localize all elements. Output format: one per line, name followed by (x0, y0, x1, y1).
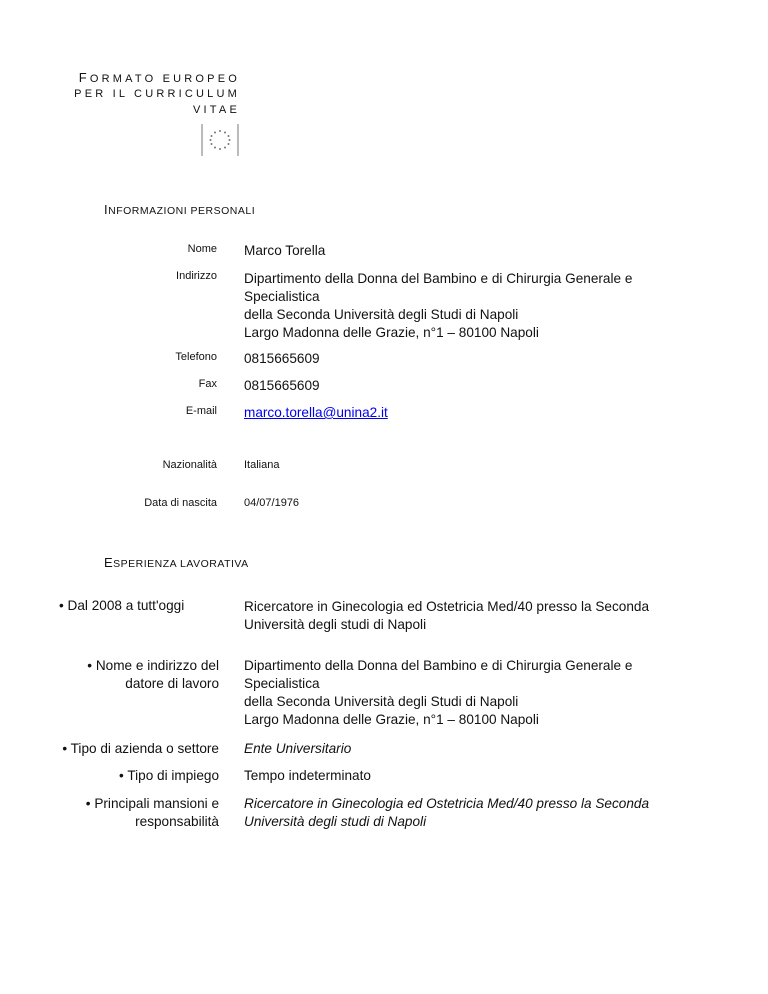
nationality-value: Italiana (244, 459, 280, 471)
job-type-label: • Tipo di impiego (119, 768, 219, 783)
phone-label: Telefono (175, 351, 217, 363)
email-value (244, 404, 664, 422)
address-value: Dipartimento della Donna del Bambino e di Chirurgia Generale e Specialistica della Seconda Università degli Studi di Napoli Largo Madonna delle Grazie, n°1 – 80100 Napoli (244, 271, 633, 340)
name-label: Nome (187, 243, 217, 255)
work-period-description: Ricercatore in Ginecologia ed Ostetricia Med/40 presso la Seconda Università degli studi di Napoli (244, 599, 650, 632)
section-work-experience-heading: ESPERIENZA LAVORATIVA (104, 555, 249, 570)
employer-value: Dipartimento della Donna del Bambino e di Chirurgia Generale e Specialistica della Seconda Università degli Studi di Napoli Largo Madonna delle Grazie, n°1 – 80100 Napoli (244, 658, 633, 727)
sector-label: • Tipo di azienda o settore (62, 741, 219, 756)
birth-date-value: 04/07/1976 (244, 497, 300, 509)
email-label: E-mail (185, 405, 217, 417)
nationality-label: Nazionalità (162, 459, 217, 471)
job-type-value: Tempo indeterminato (244, 768, 371, 783)
work-period: • Dal 2008 a tutt'oggi (59, 598, 185, 613)
sector-value: Ente Universitario (244, 741, 352, 756)
duties-label: • Principali mansioni e responsabilità (85, 796, 219, 829)
cv-format-title-line2: PER IL CURRICULUM (74, 88, 240, 100)
address-label: Indirizzo (176, 270, 217, 282)
phone-value: 0815665609 (244, 351, 320, 366)
birth-date-label: Data di nascita (144, 497, 217, 509)
fax-label: Fax (198, 378, 217, 390)
section-personal-info-heading: INFORMAZIONI PERSONALI (104, 202, 256, 217)
eu-stars-logo (201, 124, 239, 156)
cv-format-title-line1: FORMATO EUROPEO (78, 70, 240, 85)
email-link[interactable]: marco.torella@unina2.it (244, 405, 388, 420)
cv-format-title-line3: VITAE (193, 104, 240, 116)
employer-label: • Nome e indirizzo del datore di lavoro (87, 658, 219, 691)
name-value: Marco Torella (244, 243, 326, 258)
fax-value: 0815665609 (244, 378, 320, 393)
duties-value: Ricercatore in Ginecologia ed Ostetricia Med/40 presso la Seconda Università degli studi di Napoli (244, 796, 650, 829)
